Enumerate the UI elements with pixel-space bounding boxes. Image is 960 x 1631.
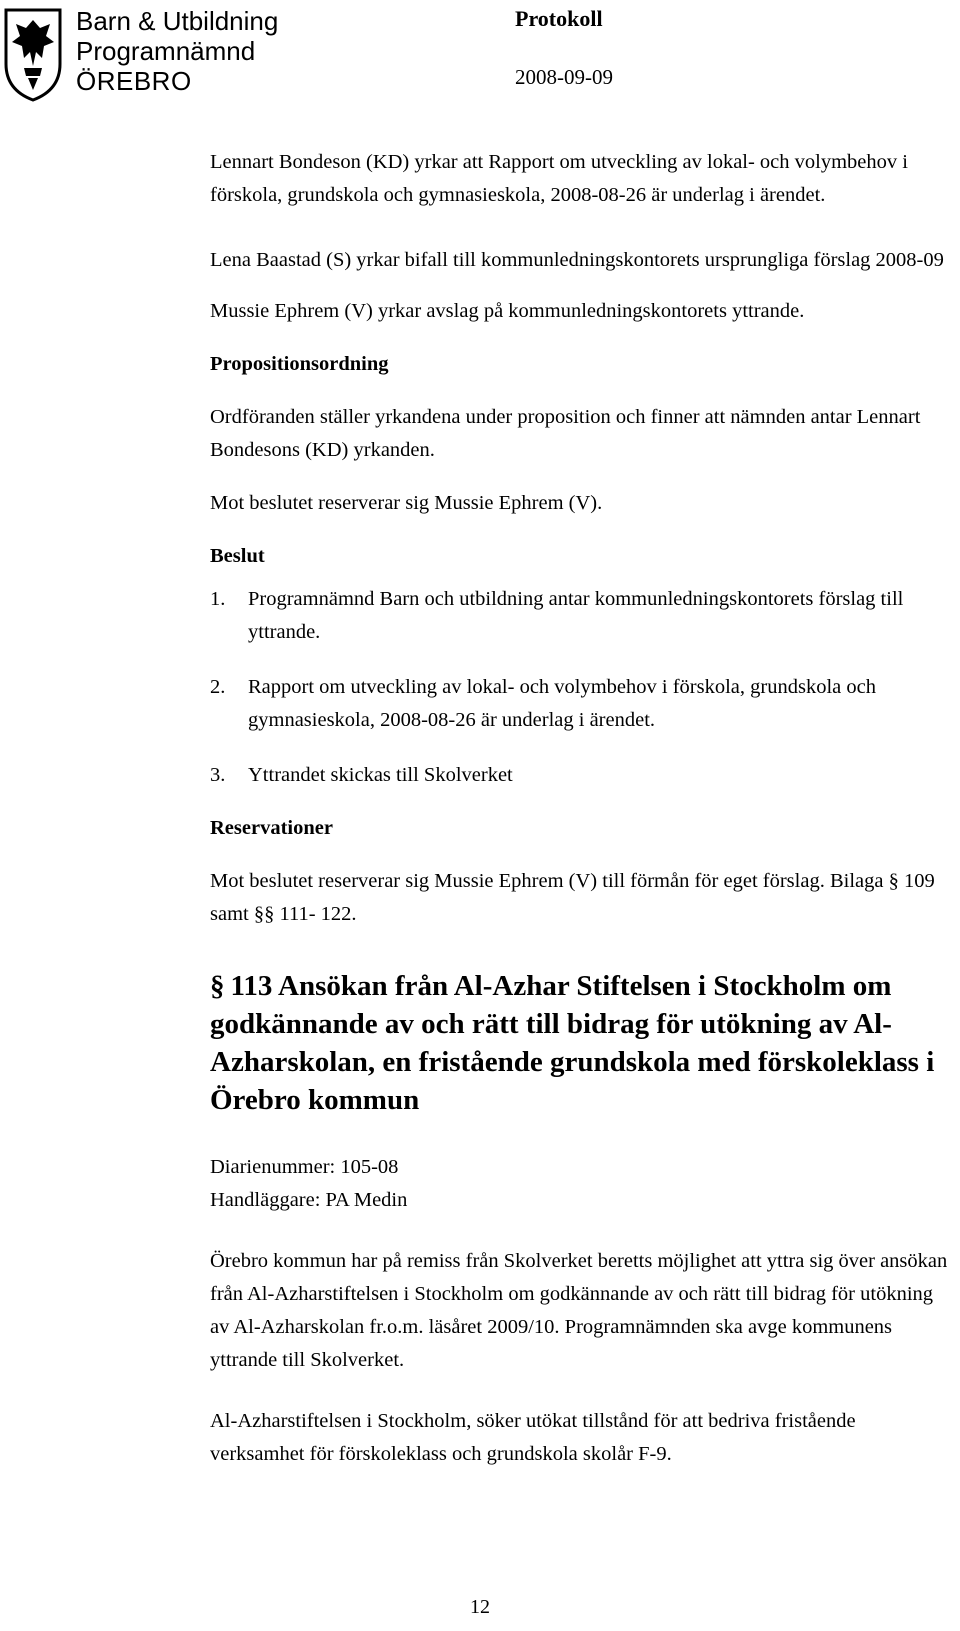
handlaggare: Handläggare: PA Medin (210, 1189, 408, 1211)
org-name-line3: ÖREBRO (76, 66, 192, 96)
document-type: Protokoll (515, 6, 603, 31)
decision-text: Yttrandet skickas till Skolverket (248, 764, 513, 786)
decision-item (210, 671, 950, 737)
org-name-line1: Barn & Utbildning (76, 6, 279, 36)
heading-reservationer: Reservationer (210, 817, 333, 839)
decision-text: Programnämnd Barn och utbildning antar kommunledningskontorets förslag till yttrande. (248, 588, 904, 643)
decision-number: 3. (210, 764, 226, 786)
decision-item (210, 583, 950, 649)
org-name-line2: Programnämnd (76, 36, 256, 66)
page-number: 12 (470, 1596, 490, 1618)
paragraph-yrkande-ephrem: Mussie Ephrem (V) yrkar avslag på kommunledningskontorets yttrande. (210, 300, 805, 322)
paragraph-reservationer: Mot beslutet reserverar sig Mussie Ephrem (V) till förmån för eget förslag. Bilaga § 109 samt §§ 111- 122. (210, 870, 935, 925)
heading-beslut: Beslut (210, 545, 265, 567)
section-symbol: § (210, 970, 225, 1002)
decision-number: 1. (210, 588, 226, 610)
paragraph-reservation-note: Mot beslutet reserverar sig Mussie Ephrem (V). (210, 492, 603, 514)
decision-item (210, 759, 950, 792)
paragraph-ansokan: Al-Azharstiftelsen i Stockholm, söker utökat tillstånd för att bedriva fristående verksamhet för förskoleklass och grundskola skolår F-9. (210, 1410, 856, 1465)
section-title-text: 113 Ansökan från Al-Azhar Stiftelsen i Stockholm om godkännande av och rätt till bidrag för utökning av Al-Azharskolan, en fristående grundskola med förskoleklass i Örebro kommun (210, 970, 935, 1116)
decision-number: 2. (210, 676, 226, 698)
paragraph-yrkande-baastad: Lena Baastad (S) yrkar bifall till kommunledningskontorets ursprungliga förslag 2008-09 (210, 249, 944, 271)
orebro-coat-of-arms-icon (2, 6, 64, 102)
paragraph-proposition: Ordföranden ställer yrkandena under proposition och finner att nämnden antar Lennart Bondesons (KD) yrkanden. (210, 406, 921, 461)
document-date: 2008-09-09 (515, 65, 613, 89)
decision-list (210, 583, 950, 792)
paragraph-yrkande-bondeson: Lennart Bondeson (KD) yrkar att Rapport om utveckling av lokal- och volymbehov i förskola, grundskola och gymnasieskola, 2008-08-26 är underlag i ärendet. (210, 151, 908, 206)
decision-text: Rapport om utveckling av lokal- och volymbehov i förskola, grundskola och gymnasieskola, 2008-08-26 är underlag i ärendet. (248, 676, 876, 731)
heading-propositionsordning: Propositionsordning (210, 353, 389, 375)
section-heading (210, 967, 950, 1119)
diarienummer: Diarienummer: 105-08 (210, 1156, 399, 1178)
paragraph-remiss: Örebro kommun har på remiss från Skolverket beretts möjlighet att yttra sig över ansökan från Al-Azharstiftelsen i Stockholm om godkännande av och rätt till bidrag för utökning av Al-Azharskolan fr.o.m. läsåret 2009/10. Programnämnden ska avge kommunens yttrande till Skolverket. (210, 1250, 948, 1371)
protocol-body (210, 146, 950, 1471)
